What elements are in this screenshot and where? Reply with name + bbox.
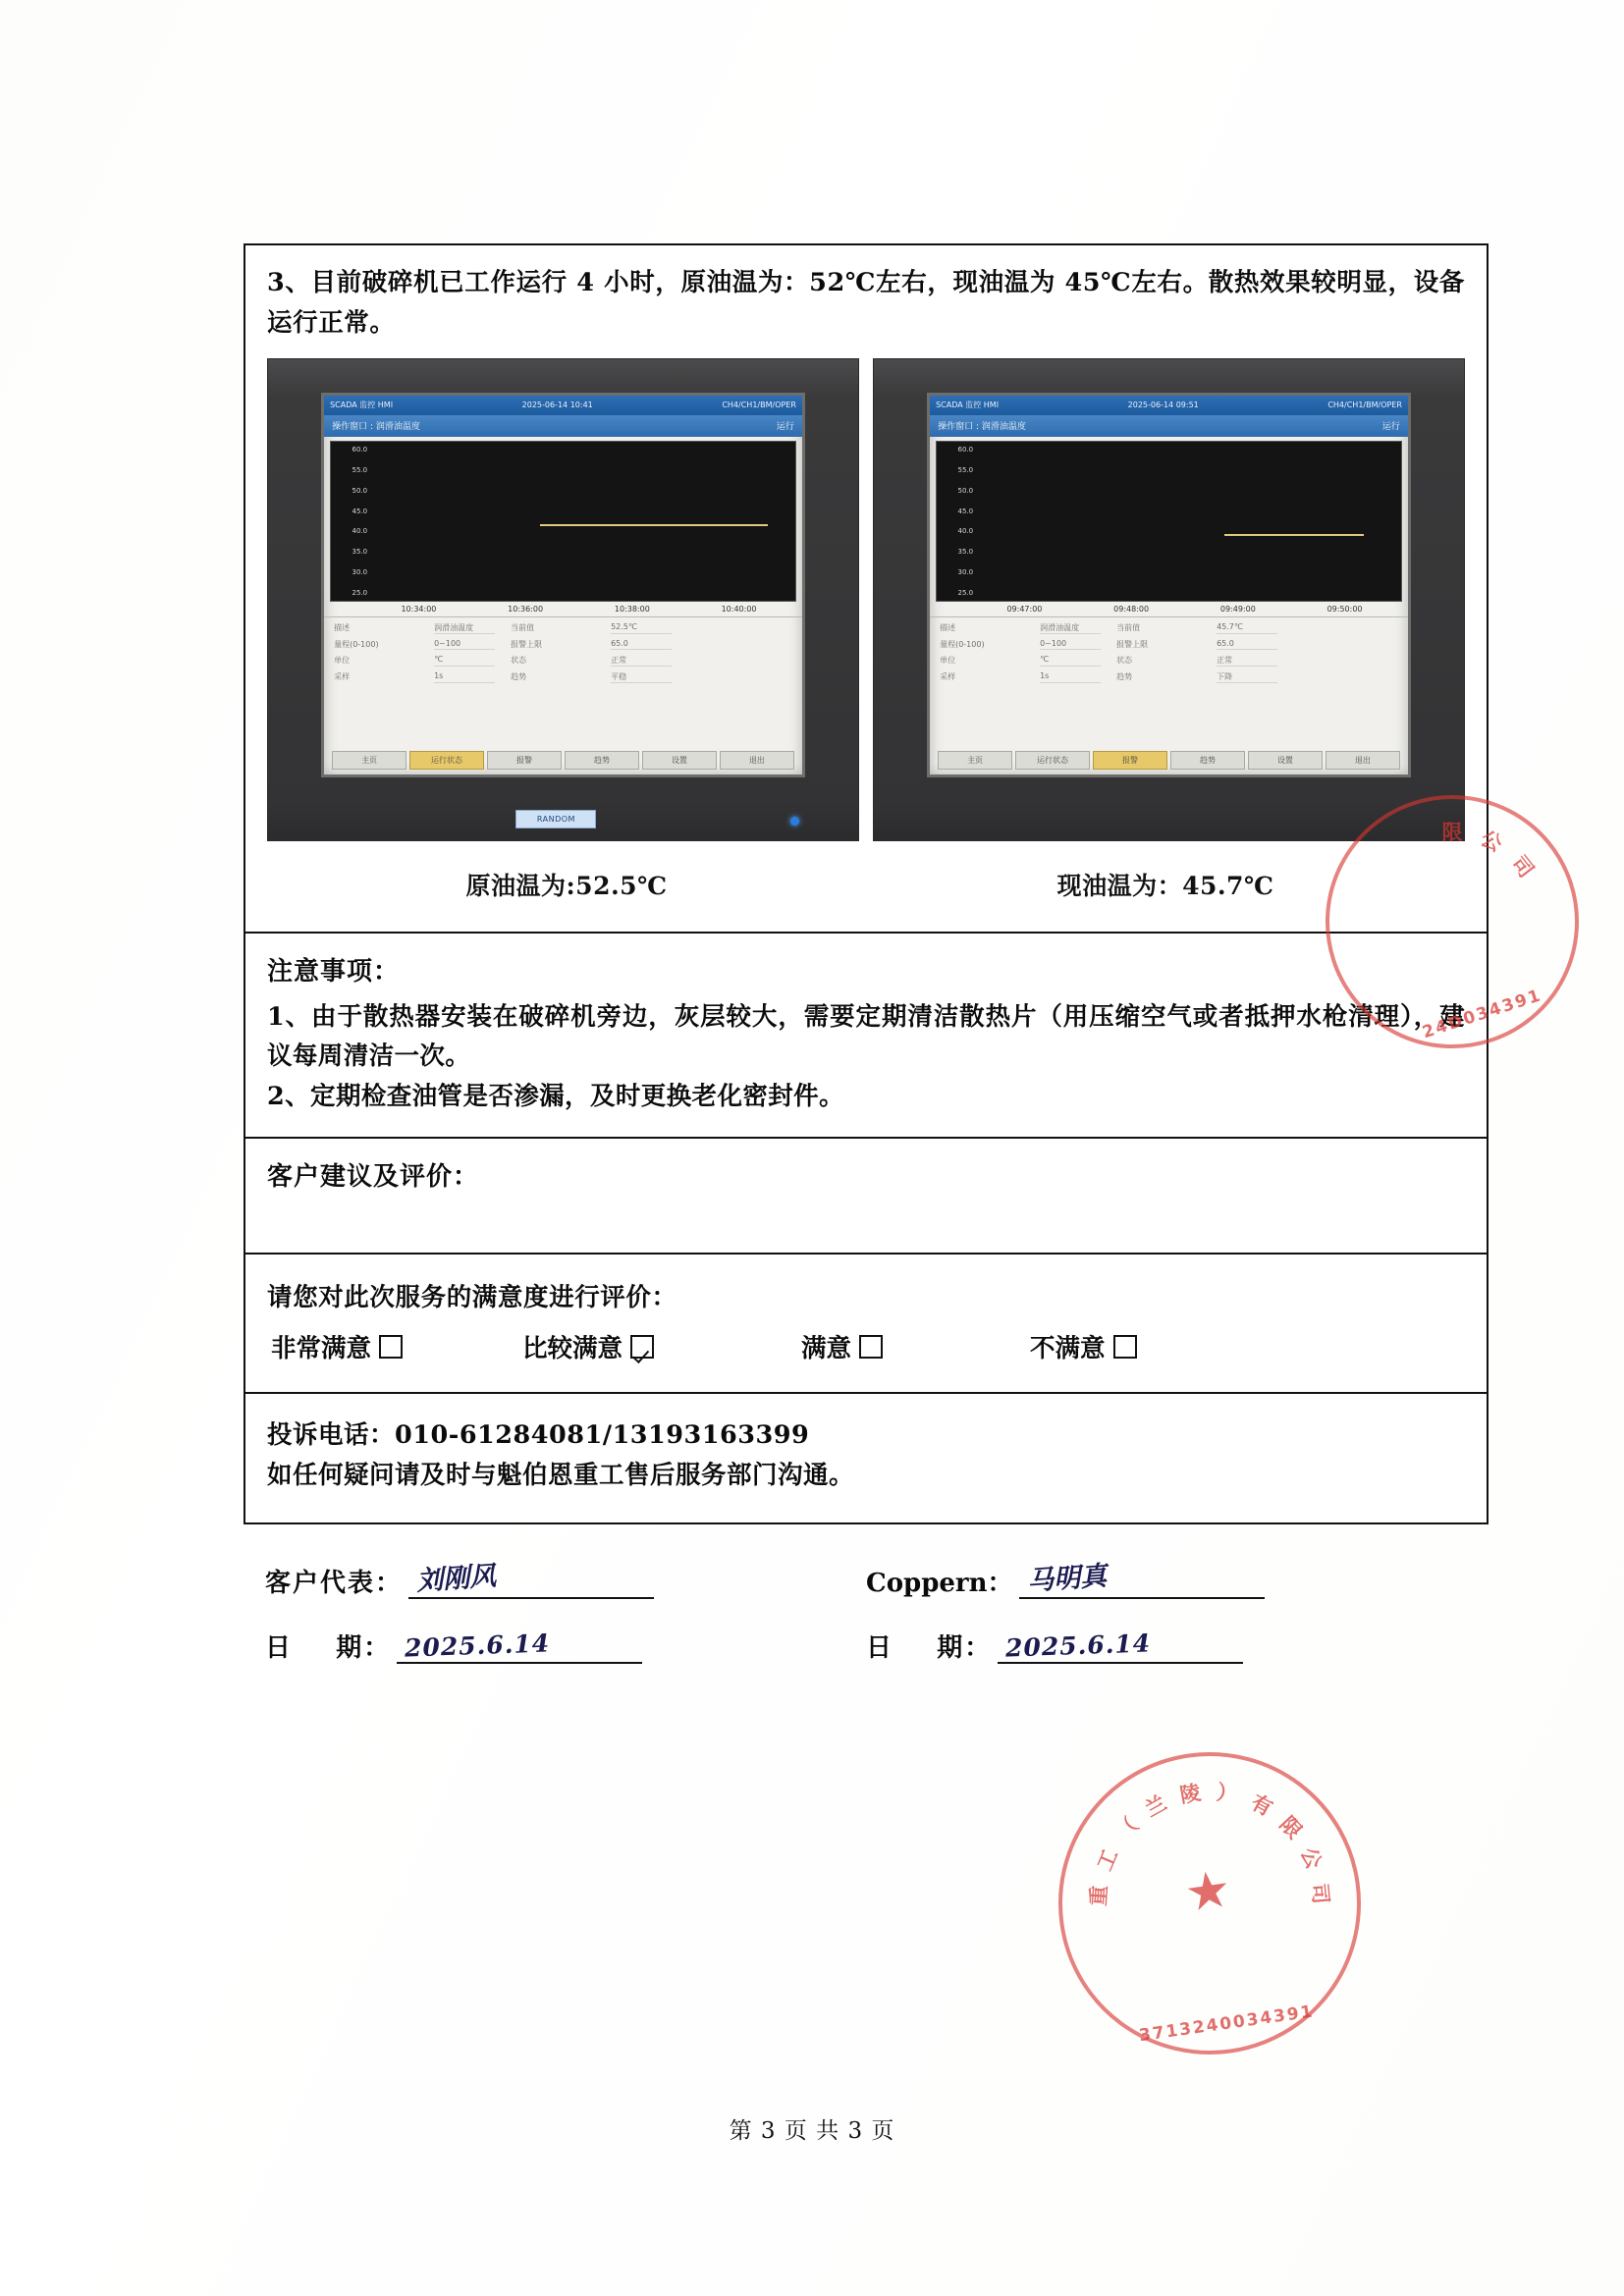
checkbox-unsatisfied[interactable]: [1113, 1335, 1137, 1359]
stamp-code: 24D034391: [1420, 986, 1544, 1043]
x-tick: 10:34:00: [401, 605, 437, 614]
section-contact: [245, 1394, 1487, 1522]
hmi-title-right: CH4/CH1/BM/OPER: [722, 400, 796, 410]
hmi-screen: [321, 393, 805, 777]
hmi-title-left: SCADA 监控 HMI: [330, 400, 394, 410]
row-key: 采样: [334, 672, 351, 682]
y-tick: 55.0: [957, 465, 974, 474]
signature-area: [244, 1534, 1489, 1664]
hmi-run-state: 运行: [1381, 422, 1400, 433]
hmi-tab-active[interactable]: 运行状态: [409, 751, 484, 770]
table-row: [334, 671, 792, 683]
notice-line-1: 1、由于散热器安装在破碎机旁边，灰层较大，需要定期清洁散热片（用压缩空气或者抵押水枪清理），建议每周清洁一次。: [267, 1001, 1465, 1072]
row-value: 1s: [434, 671, 495, 683]
row-key-2: 状态: [1116, 656, 1133, 666]
hmi-tab[interactable]: 退出: [720, 751, 794, 770]
hmi-plot-xaxis: [324, 604, 802, 617]
caption-current-temp: 现油温为：45.7℃: [1056, 871, 1274, 900]
x-tick: 09:47:00: [1006, 605, 1043, 614]
x-tick: 09:48:00: [1113, 605, 1150, 614]
row-value: ℃: [1040, 655, 1101, 667]
customer-date-field[interactable]: [265, 1627, 866, 1664]
y-tick: 60.0: [957, 445, 974, 454]
row-value: 1s: [1040, 671, 1101, 683]
row-key: 采样: [940, 672, 956, 682]
x-tick: 10:38:00: [614, 605, 650, 614]
suggestion-heading: 客户建议及评价：: [267, 1161, 480, 1192]
stamp-ring-text: 重 工 （ 兰 陵 ） 有 限 公 司: [1086, 1780, 1333, 1907]
hmi-tab[interactable]: 趋势: [1170, 751, 1245, 770]
trend-line: [1224, 534, 1364, 536]
customer-rep-label: 客户代表：: [265, 1569, 404, 1598]
hmi-plot-yaxis: [334, 446, 367, 597]
hmi-window-title: 操作窗口 : 润滑油温度: [938, 422, 1026, 433]
hmi-tab[interactable]: 设置: [642, 751, 717, 770]
hmi-title-left: SCADA 监控 HMI: [936, 400, 1000, 410]
page-footer: 第 3 页 共 3 页: [729, 2118, 895, 2144]
hmi-tab[interactable]: 主页: [938, 751, 1012, 770]
hmi-title-right: CH4/CH1/BM/OPER: [1327, 400, 1402, 410]
hmi-run-state: 运行: [776, 422, 794, 433]
row-value-2: 正常: [1217, 655, 1277, 667]
rating-question: 请您对此次服务的满意度进行评价：: [267, 1282, 677, 1312]
y-tick: 25.0: [957, 589, 974, 598]
y-tick: 60.0: [352, 445, 368, 454]
report-table: [244, 243, 1489, 1524]
table-row: [940, 622, 1398, 634]
coppern-signature-handwriting: 马明真: [1025, 1561, 1108, 1597]
section-satisfaction-rating: [245, 1255, 1487, 1394]
coppern-date-label: 日 期：: [866, 1633, 993, 1663]
table-row: [334, 622, 792, 634]
coppern-label: Coppern：: [866, 1569, 1013, 1598]
row-key-2: 报警上限: [1116, 640, 1149, 650]
hmi-title-center: 2025-06-14 09:51: [1127, 400, 1199, 410]
hmi-trend-plot: [936, 441, 1402, 602]
hmi-subbar: [930, 415, 1408, 437]
hmi-trend-plot: [330, 441, 796, 602]
rating-option-satisfied[interactable]: [801, 1329, 883, 1364]
hmi-title-center: 2025-06-14 10:41: [521, 400, 593, 410]
section-photos: [245, 245, 1487, 934]
row-value: 润滑油温度: [434, 622, 495, 634]
checkbox-quite-satisfied[interactable]: [630, 1335, 654, 1359]
y-tick: 30.0: [352, 568, 368, 577]
row-key-2: 当前值: [1116, 623, 1141, 633]
section-customer-suggestion: [245, 1139, 1487, 1255]
power-led-icon: [790, 817, 799, 826]
caption-original-temp: 原油温为:52.5℃: [465, 871, 668, 900]
row-key-2: 当前值: [511, 623, 535, 633]
photo-captions: [267, 867, 1465, 902]
rating-options: [267, 1329, 1465, 1364]
row-value-2: 65.0: [1217, 639, 1277, 650]
hmi-plot-xaxis: [930, 604, 1408, 617]
monitor-nameplate: RANDOM: [515, 810, 596, 828]
row-key: 描述: [334, 623, 351, 633]
x-tick: 09:50:00: [1326, 605, 1363, 614]
hmi-tab[interactable]: 报警: [487, 751, 562, 770]
x-tick: 09:49:00: [1219, 605, 1256, 614]
row-value-2: 52.5℃: [611, 622, 672, 634]
row-value: ℃: [434, 655, 495, 667]
hmi-tab-bar[interactable]: [324, 748, 802, 774]
y-tick: 45.0: [957, 507, 974, 515]
row-value-2: 平稳: [611, 671, 672, 683]
row-value-2: 正常: [611, 655, 672, 667]
row-key: 量程(0-100): [940, 640, 985, 650]
hmi-tab[interactable]: 设置: [1248, 751, 1323, 770]
hmi-tab[interactable]: 退出: [1326, 751, 1400, 770]
row-value-2: 下降: [1217, 671, 1277, 683]
checkbox-satisfied[interactable]: [859, 1335, 883, 1359]
table-row: [940, 671, 1398, 683]
hmi-tab-active[interactable]: 报警: [1093, 751, 1167, 770]
customer-signature-line[interactable]: [408, 1562, 654, 1599]
table-row: [334, 639, 792, 650]
x-tick: 10:40:00: [721, 605, 757, 614]
hmi-tab[interactable]: 运行状态: [1015, 751, 1090, 770]
section-notice: [245, 934, 1487, 1139]
customer-date-label: 日 期：: [265, 1633, 392, 1663]
rating-label: 不满意: [1030, 1333, 1106, 1363]
stamp-ring-text: 限 公 司: [1441, 821, 1539, 882]
signature-row-dates: [265, 1627, 1467, 1664]
y-tick: 50.0: [957, 486, 974, 495]
coppern-date-handwriting: 2025.6.14: [1004, 1629, 1152, 1663]
row-key-2: 趋势: [511, 672, 527, 682]
customer-date-line[interactable]: [397, 1627, 642, 1664]
photo-row: [267, 358, 1465, 841]
y-tick: 50.0: [352, 486, 368, 495]
row-key: 单位: [334, 656, 351, 666]
y-tick: 40.0: [352, 527, 368, 536]
y-tick: 35.0: [957, 548, 974, 557]
y-tick: 45.0: [352, 507, 368, 515]
customer-date-handwriting: 2025.6.14: [404, 1629, 551, 1663]
customer-signature-handwriting: 刘刚风: [415, 1561, 498, 1597]
row-key: 描述: [940, 623, 956, 633]
hmi-subbar: [324, 415, 802, 437]
stamp-code: 3713240034391: [1137, 2002, 1316, 2047]
y-tick: 40.0: [957, 527, 974, 536]
row-key: 量程(0-100): [334, 640, 379, 650]
row-key-2: 状态: [511, 656, 527, 666]
table-row: [334, 655, 792, 667]
hmi-tab[interactable]: 主页: [332, 751, 406, 770]
coppern-date-field[interactable]: [866, 1627, 1467, 1664]
rating-label: 比较满意: [522, 1333, 623, 1363]
table-row: [940, 655, 1398, 667]
checkbox-very-satisfied[interactable]: [379, 1335, 403, 1359]
y-tick: 30.0: [957, 568, 974, 577]
coppern-signature-field[interactable]: [866, 1562, 1467, 1599]
coppern-date-line[interactable]: [998, 1627, 1243, 1664]
complaint-phone-line: 投诉电话：010-61284081/13193163399: [267, 1419, 810, 1450]
notice-line-2: 2、定期检查油管是否渗漏，及时更换老化密封件。: [267, 1082, 844, 1112]
row-value: 0~100: [1040, 639, 1101, 650]
row-value: 0~100: [434, 639, 495, 650]
x-tick: 10:36:00: [508, 605, 544, 614]
rating-option-very-satisfied[interactable]: [271, 1329, 403, 1364]
row-value-2: 45.7℃: [1217, 622, 1277, 634]
hmi-detail-table: [324, 617, 802, 748]
after-sales-note: 如任何疑问请及时与魁伯恩重工售后服务部门沟通。: [267, 1461, 855, 1491]
hmi-plot-yaxis: [940, 446, 973, 597]
star-icon: ★: [1181, 1859, 1235, 1925]
hmi-window-title: 操作窗口 : 润滑油温度: [332, 422, 420, 433]
y-tick: 35.0: [352, 548, 368, 557]
hmi-titlebar: [930, 396, 1408, 415]
rating-option-unsatisfied[interactable]: [1030, 1329, 1137, 1364]
coppern-signature-line[interactable]: [1019, 1562, 1265, 1599]
hmi-detail-table: [930, 617, 1408, 748]
hmi-tab[interactable]: 趋势: [565, 751, 639, 770]
y-tick: 55.0: [352, 465, 368, 474]
rating-label: 非常满意: [271, 1333, 372, 1363]
trend-line: [540, 524, 768, 526]
hmi-tab-bar[interactable]: [930, 748, 1408, 774]
row-value: 润滑油温度: [1040, 622, 1101, 634]
row-value-2: 65.0: [611, 639, 672, 650]
hmi-titlebar: [324, 396, 802, 415]
paragraph-3: 3、目前破碎机已工作运行 4 小时，原油温为：52℃左右，现油温为 45℃左右。散热效果较明显，设备运行正常。: [267, 268, 1465, 339]
row-key-2: 报警上限: [511, 640, 543, 650]
customer-signature-field[interactable]: [265, 1562, 866, 1599]
row-key-2: 趋势: [1116, 672, 1133, 682]
hmi-screen: [927, 393, 1411, 777]
photo-current-oil-temperature: [873, 358, 1465, 841]
rating-option-quite-satisfied[interactable]: [522, 1329, 654, 1364]
row-key: 单位: [940, 656, 956, 666]
signature-row-names: [265, 1562, 1467, 1599]
y-tick: 25.0: [352, 589, 368, 598]
table-row: [940, 639, 1398, 650]
rating-label: 满意: [801, 1333, 852, 1363]
photo-original-oil-temperature: [267, 358, 859, 841]
notice-heading: 注意事项：: [267, 956, 401, 987]
